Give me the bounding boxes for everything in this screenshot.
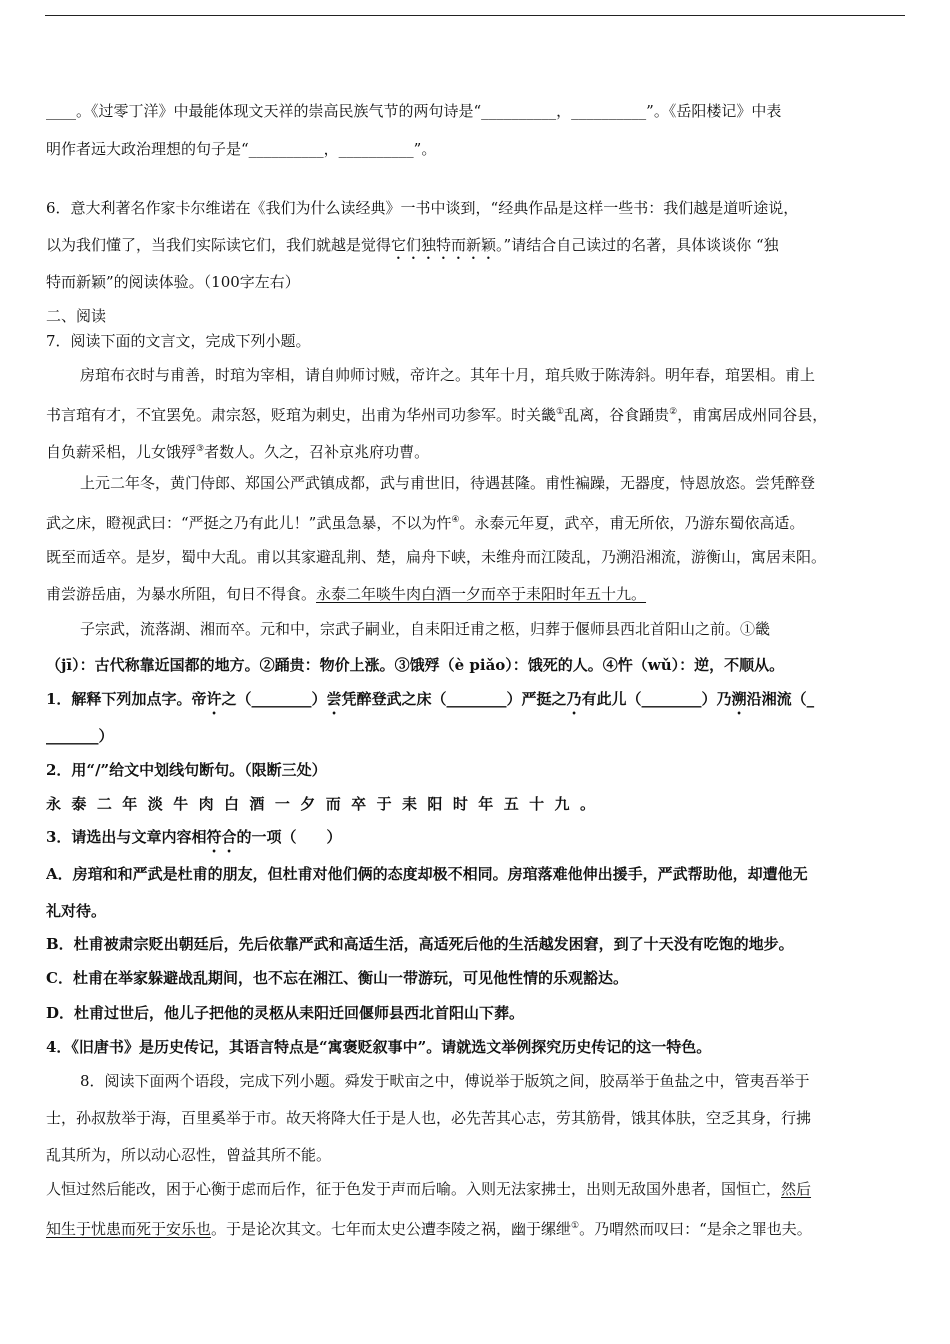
- text-line: 以为我们懂了，当我们实际读它们，我们就越是觉得它们独特而新颖。”请结合自己读过的名著，具体谈谈你 “独: [46, 236, 779, 254]
- option-b: B．杜甫被肃宗贬出朝廷后，先后依靠严武和高适生活，高适死后他的生活越发困窘，到了十天没有吃饱的地步。: [46, 935, 794, 953]
- dotted-text: 它们独特而新颖: [391, 236, 497, 254]
- question-6: 6．意大利著名作家卡尔维诺在《我们为什么读经典》一书中谈到，“经典作品是这样一些书：我们越是道听途说，: [46, 199, 799, 217]
- option-d: D．杜甫过世后，他儿子把他的灵柩从耒阳迁回偃师县西北首阳山下葬。: [46, 1004, 525, 1022]
- passage-line: 子宗武，流落湖、湘而卒。元和中，宗武子嗣业，自耒阳迁甫之柩，归葬于偃师县西北首阳山之前。①畿: [80, 620, 771, 638]
- header-rule: [45, 15, 905, 16]
- text-line: ____。《过零丁洋》中最能体现文天祥的崇高民族气节的两句诗是“__________，__________”。《岳阳楼记》中表: [46, 102, 782, 120]
- text-line: 明作者远大政治理想的句子是“__________，__________”。: [46, 140, 437, 158]
- option-c: C．杜甫在举家躲避战乱期间，也不忘在湘江、衡山一带游玩，可见他性情的乐观豁达。: [46, 969, 628, 987]
- passage-line: 人恒过然后能改，困于心衡于虑而后作，征于色发于声而后喻。入则无法家拂士，出则无敌国外患者，国恒亡，然后: [46, 1180, 812, 1198]
- passage-line: 乱其所为，所以动心忍性，曾益其所不能。: [46, 1146, 332, 1164]
- underlined-sentence: 永泰二年啖牛肉白酒一夕而卒于耒阳时年五十九。: [316, 585, 647, 603]
- footnote-mark: ①: [556, 407, 565, 417]
- passage-line: 知生于忧患而死于安乐也。于是论次其文。七年而太史公遭李陵之祸，幽于缧绁①。乃喟然而叹曰：“是余之罪也夫。: [46, 1220, 812, 1238]
- footnote-mark: ②: [669, 407, 678, 417]
- text-line: 礼对待。: [46, 902, 107, 920]
- passage-line: 武之床，瞪视武曰：“严挺之乃有此儿！”武虽急暴，不以为忤④。永泰元年夏，武卒，甫无所依，乃游东蜀依高适。: [46, 514, 805, 532]
- punctuation-line: 永泰二年淡牛肉白酒一夕而卒于耒阳时年五十九。: [46, 795, 595, 813]
- underlined-text: 知生于忧患而死于安乐也: [46, 1220, 212, 1238]
- passage-line: 房琯布衣时与甫善，时琯为宰相，请自帅师讨贼，帝许之。其年十月，琯兵败于陈涛斜。明年春，琯罢相。甫上: [80, 366, 816, 384]
- footnote-mark: ④: [451, 515, 460, 525]
- passage-line: 既至而适卒。是岁，蜀中大乱。甫以其家避乱荆、楚，扁舟下峡，未维舟而江陵乱，乃溯沿湘流，游衡山，寓居耒阳。: [46, 548, 827, 566]
- passage-line: 自负薪采梠，儿女饿殍③者数人。久之，召补京兆府功曹。: [46, 443, 430, 461]
- underlined-text: 然后: [781, 1180, 812, 1198]
- subquestion-1: 1．解释下列加点字。帝许之（________）尝凭醉登武之床（________）严挺之乃有此儿（________）乃溯沿湘流（_: [46, 690, 815, 708]
- question-8: 8．阅读下面两个语段，完成下列小题。舜发于畎亩之中，傅说举于版筑之间，胶鬲举于鱼盐之中，管夷吾举于: [80, 1072, 810, 1090]
- text-line: _______）: [46, 727, 114, 745]
- footnote-mark: ③: [196, 444, 205, 454]
- section-heading: 二、阅读: [46, 307, 107, 325]
- text-line: 特而新颖”的阅读体验。（100字左右）: [46, 273, 300, 291]
- passage-line: 士，孙叔敖举于海，百里奚举于市。故天将降大任于是人也，必先苦其心志，劳其筋骨，饿其体肤，空乏其身，行拂: [46, 1109, 812, 1127]
- annotation-line: （jī）：古代称靠近国都的地方。②踊贵：物价上涨。③饿殍（è piǎo）：饿死的人。④忤（wǔ）：逆，不顺从。: [46, 656, 785, 674]
- passage-line: 甫尝游岳庙，为暴水所阻，旬日不得食。永泰二年啖牛肉白酒一夕而卒于耒阳时年五十九。: [46, 585, 647, 603]
- subquestion-3: 3．请选出与文章内容相符合的一项（ ）: [46, 828, 342, 846]
- passage-line: 书言琯有才，不宜罢免。肃宗怒，贬琯为刺史，出甫为华州司功参军。时关畿①乱离，谷食踊贵②，甫寓居成州同谷县，: [46, 406, 828, 424]
- passage-line: 上元二年冬，黄门侍郎、郑国公严武镇成都，武与甫世旧，待遇甚隆。甫性褊躁，无器度，恃恩放恣。尝凭醉登: [80, 474, 816, 492]
- question-7: 7．阅读下面的文言文，完成下列小题。: [46, 332, 311, 350]
- option-a: A．房琯和和严武是杜甫的朋友，但杜甫对他们俩的态度却极不相同。房琯落难他伸出援手，严武帮助他，却遭他无: [46, 865, 808, 883]
- footnote-mark: ①: [571, 1221, 580, 1231]
- subquestion-2: 2．用“/”给文中划线句断句。（限断三处）: [46, 761, 327, 779]
- subquestion-4: 4．《旧唐书》是历史传记，其语言特点是“寓褒贬叙事中”。请就选文举例探究历史传记的这一特色。: [46, 1038, 712, 1056]
